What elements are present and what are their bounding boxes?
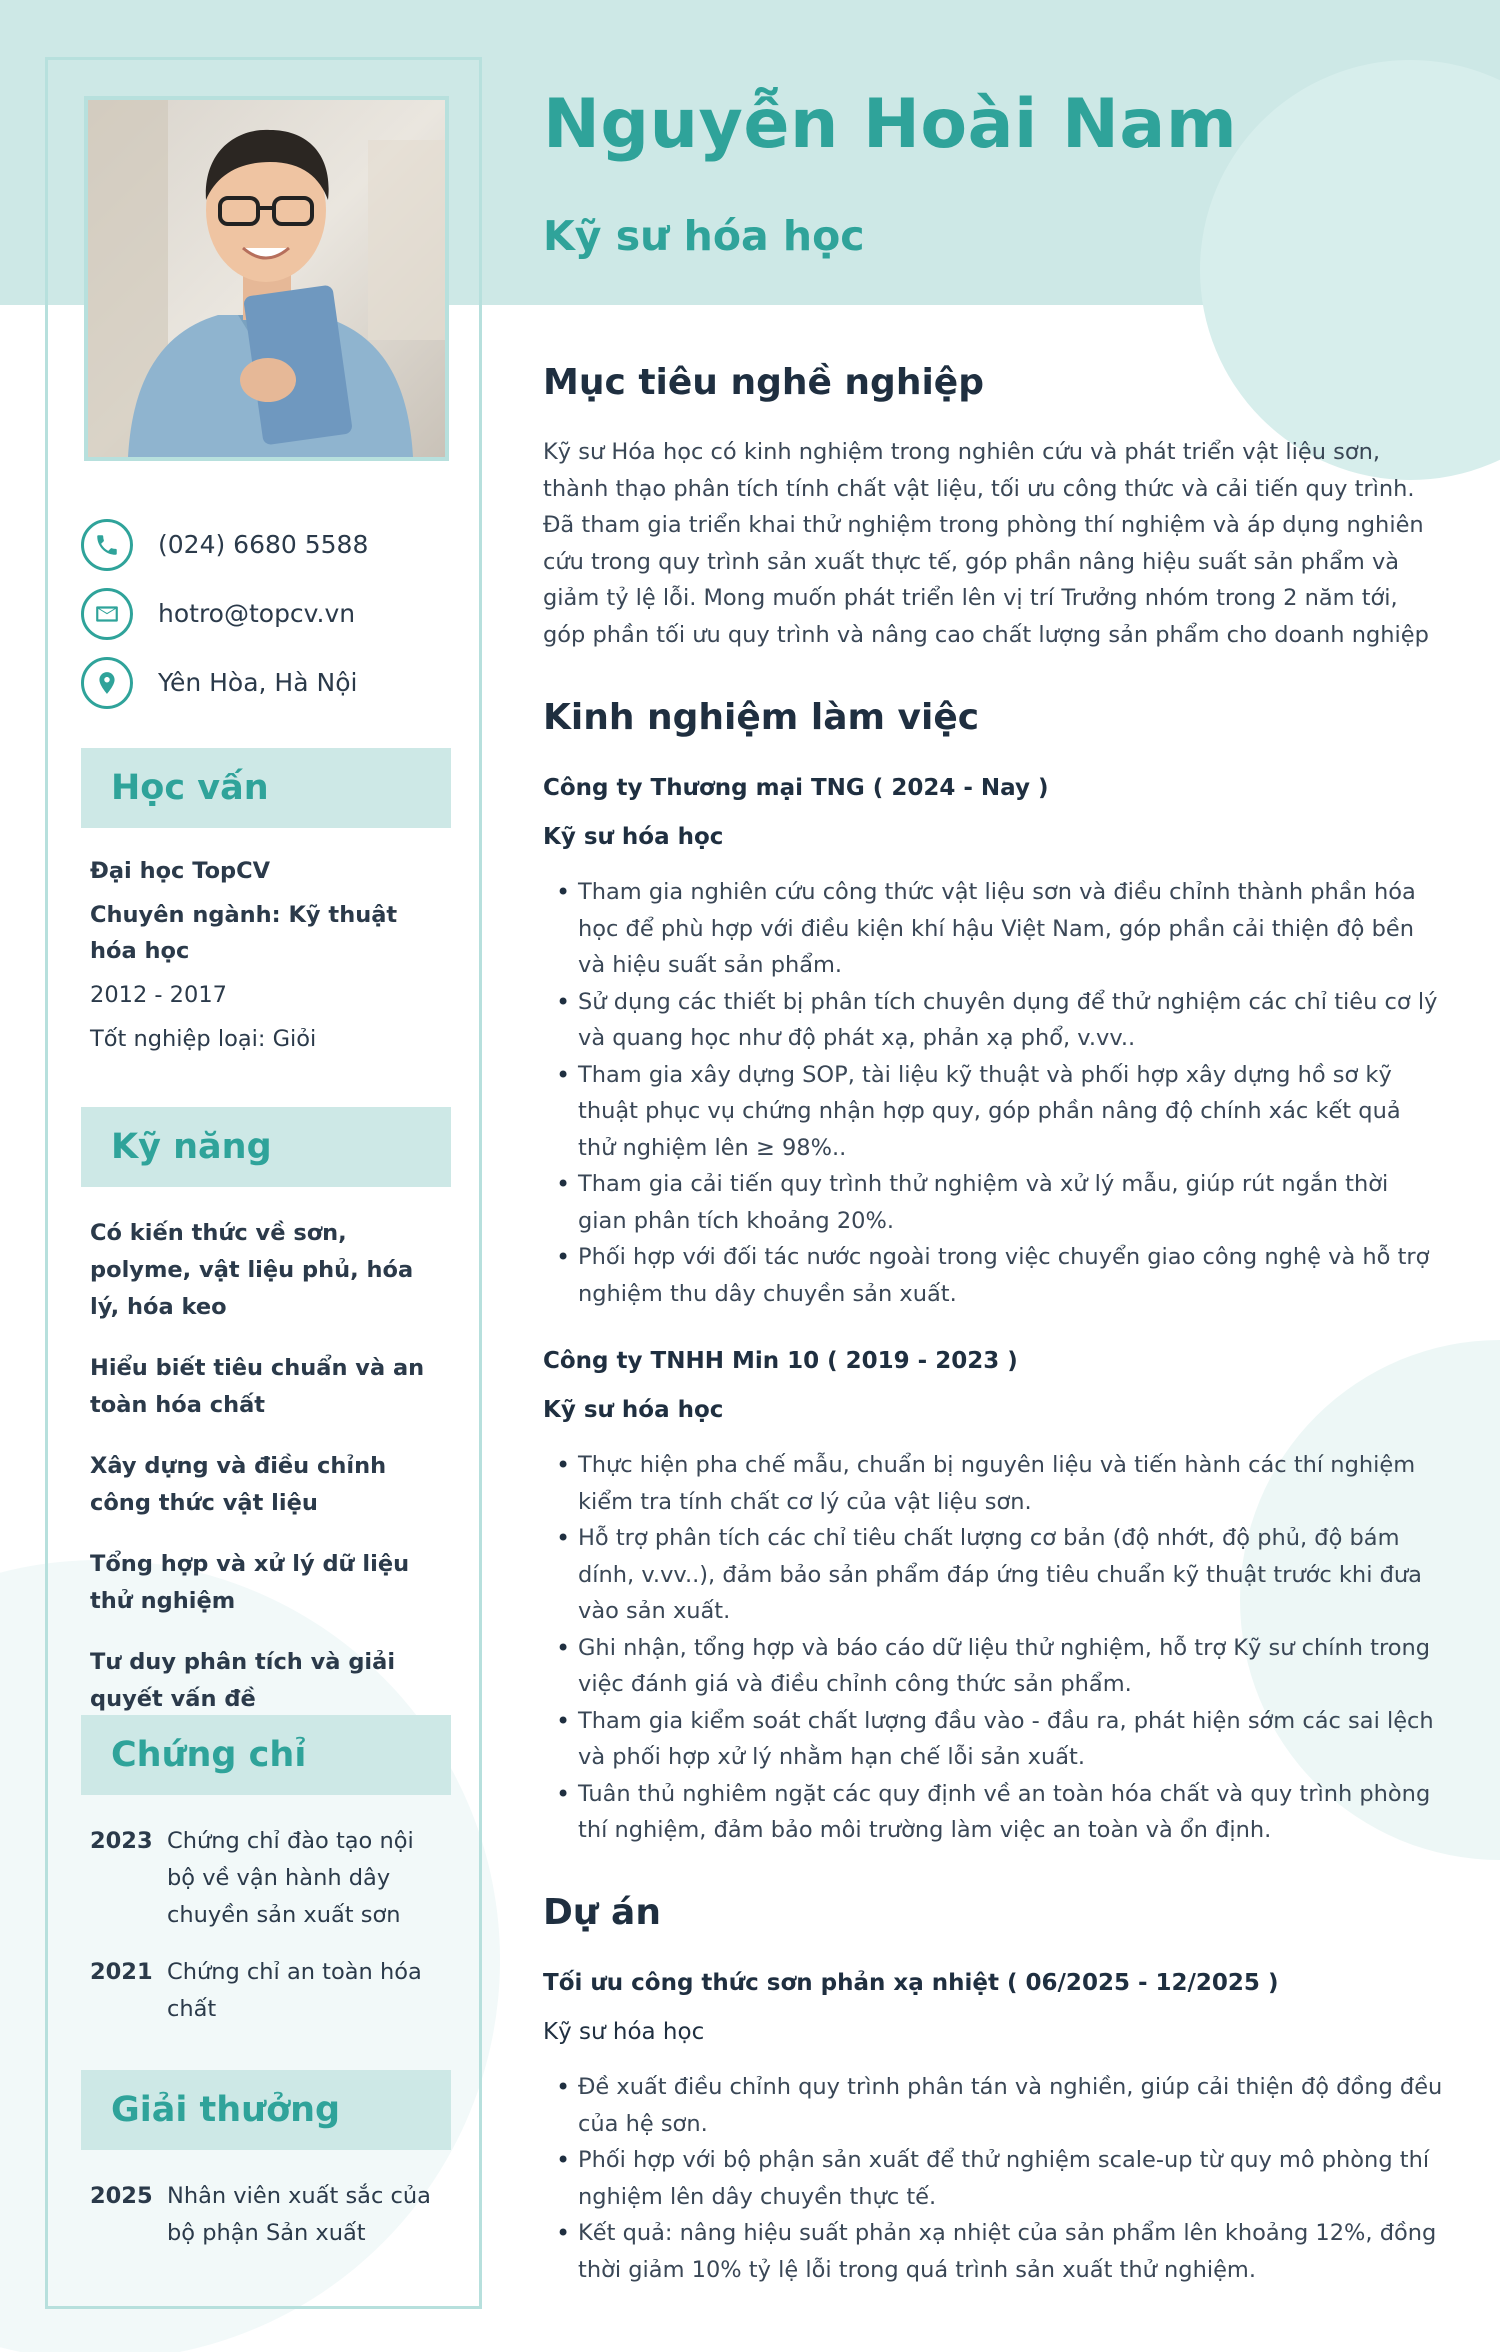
objective-text: Kỹ sư Hóa học có kinh nghiệm trong nghiên cứu và phát triển vật liệu sơn, thành thạo phân tích tính chất vật liệu, tối ưu công thức và cải tiến quy trình. Đã tham gia triển khai thử nghiệm trong phòng thí nghiệm và áp dụng nghiên cứu trong quy trình sản xuất thực tế, góp phần nâng hiệu suất sản phẩm và giảm tỷ lệ lỗi. Mong muốn phát triển lên vị trí Trưởng nhóm trong 2 năm tới, góp phần tối ưu quy trình và nâng cao chất lượng sản phẩm cho doanh nghiệp <box>543 439 1429 648</box>
certificate-item <box>90 1823 442 1934</box>
job-bullet: • Phối hợp với đối tác nước ngoài trong việc chuyển giao công nghệ và hỗ trợ nghiệm thu dây chuyền sản xuất. <box>543 1239 1443 1312</box>
project-name: Tối ưu công thức sơn phản xạ nhiệt ( 06/2025 - 12/2025 ) <box>543 1970 1279 1996</box>
experience-heading: Kinh nghiệm làm việc <box>543 697 980 738</box>
job-bullet: • Hỗ trợ phân tích các chỉ tiêu chất lượng cơ bản (độ nhớt, độ phủ, độ bám dính, v.vv..), đảm bảo sản phẩm đáp ứng tiêu chuẩn kỹ thuật trước khi đưa vào sản xuất. <box>543 1520 1443 1630</box>
project-bullet: • Phối hợp với bộ phận sản xuất để thử nghiệm scale-up từ quy mô phòng thí nghiệm lên dây chuyền thực tế. <box>543 2142 1443 2215</box>
job-bullet: • Thực hiện pha chế mẫu, chuẩn bị nguyên liệu và tiến hành các thí nghiệm kiểm tra tính chất cơ lý của vật liệu sơn. <box>543 1447 1443 1520</box>
job-bullet: • Tham gia xây dựng SOP, tài liệu kỹ thuật và phối hợp xây dựng hồ sơ kỹ thuật phục vụ chứng nhận hợp quy, góp phần nâng độ chính xác kết quả thử nghiệm lên ≥ 98%.. <box>543 1057 1443 1167</box>
job-bullet: • Tham gia kiểm soát chất lượng đầu vào - đầu ra, phát hiện sớm các sai lệch và phối hợp xử lý nhằm hạn chế lỗi sản xuất. <box>543 1703 1443 1776</box>
project-bullet: • Đề xuất điều chỉnh quy trình phân tán và nghiền, giúp cải thiện độ đồng đều của hệ sơn. <box>543 2069 1443 2142</box>
job-role: Kỹ sư hóa học <box>543 824 724 850</box>
job-bullet: • Tuân thủ nghiêm ngặt các quy định về an toàn hóa chất và quy trình phòng thí nghiệm, đảm bảo môi trường làm việc an toàn và ổn định. <box>543 1776 1443 1849</box>
awards-section <box>81 2070 451 2272</box>
contact-address <box>81 648 461 717</box>
education-grade: Tốt nghiệp loại: Giỏi <box>90 1026 317 1052</box>
candidate-role: Kỹ sư hóa học <box>543 212 865 260</box>
skill-item: Có kiến thức về sơn, polyme, vật liệu phủ, hóa lý, hóa keo <box>90 1220 414 1320</box>
job-role: Kỹ sư hóa học <box>543 1397 724 1423</box>
job-bullet: • Tham gia nghiên cứu công thức vật liệu sơn và điều chỉnh thành phần hóa học để phù hợp với điều kiện khí hậu Việt Nam, góp phần cải thiện độ bền và hiệu suất sản phẩm. <box>543 874 1443 984</box>
job-company: Công ty TNHH Min 10 ( 2019 - 2023 ) <box>543 1348 1018 1374</box>
project-bullets <box>543 2069 1443 2288</box>
job-company: Công ty Thương mại TNG ( 2024 - Nay ) <box>543 775 1049 801</box>
project-role: Kỹ sư hóa học <box>543 2019 705 2045</box>
skills-heading: Kỹ năng <box>81 1107 451 1187</box>
project-bullet: • Kết quả: nâng hiệu suất phản xạ nhiệt của sản phẩm lên khoảng 12%, đồng thời giảm 10% tỷ lệ lỗi trong quá trình sản xuất thử nghiệm. <box>543 2215 1443 2288</box>
awards-heading: Giải thưởng <box>81 2070 451 2150</box>
candidate-name: Nguyễn Hoài Nam <box>543 85 1238 164</box>
certificate-text: Chứng chỉ an toàn hóa chất <box>167 1959 422 2022</box>
profile-photo <box>84 96 449 461</box>
contact-phone-text: (024) 6680 5588 <box>158 530 369 559</box>
location-pin-icon <box>81 657 133 709</box>
award-text: Nhân viên xuất sắc của bộ phận Sản xuất <box>167 2183 431 2246</box>
skill-item: Xây dựng và điều chỉnh công thức vật liệu <box>90 1453 387 1516</box>
contact-phone <box>81 510 461 579</box>
certificates-section <box>81 1715 451 2048</box>
objective-heading: Mục tiêu nghề nghiệp <box>543 362 984 403</box>
job-bullet: • Sử dụng các thiết bị phân tích chuyên dụng để thử nghiệm các chỉ tiêu cơ lý và quang học như độ phát xạ, phản xạ phổ, v.vv.. <box>543 984 1443 1057</box>
projects-heading: Dự án <box>543 1892 661 1933</box>
education-major: Chuyên ngành: Kỹ thuật hóa học <box>90 902 398 964</box>
job-bullet: • Ghi nhận, tổng hợp và báo cáo dữ liệu thử nghiệm, hỗ trợ Kỹ sư chính trong việc đánh giá và điều chỉnh công thức sản phẩm. <box>543 1630 1443 1703</box>
contact-email-text: hotro@topcv.vn <box>158 599 356 628</box>
job-bullet: • Tham gia cải tiến quy trình thử nghiệm và xử lý mẫu, giúp rút ngắn thời gian phân tích khoảng 20%. <box>543 1166 1443 1239</box>
certificate-year: 2023 <box>90 1828 153 1854</box>
mail-icon <box>81 588 133 640</box>
education-years: 2012 - 2017 <box>90 982 227 1008</box>
sidebar <box>45 57 482 2309</box>
certificate-text: Chứng chỉ đào tạo nội bộ về vận hành dây chuyền sản xuất sơn <box>167 1828 414 1928</box>
job-bullets <box>543 874 1443 1312</box>
phone-icon <box>81 519 133 571</box>
certificate-year: 2021 <box>90 1959 153 1985</box>
education-heading: Học vấn <box>81 748 451 828</box>
skills-section <box>81 1107 451 1742</box>
skill-item: Hiểu biết tiêu chuẩn và an toàn hóa chất <box>90 1355 425 1418</box>
contact-list <box>81 510 461 717</box>
contact-address-text: Yên Hòa, Hà Nội <box>158 668 358 697</box>
award-item <box>90 2178 442 2252</box>
education-school: Đại học TopCV <box>90 858 271 884</box>
skill-item: Tổng hợp và xử lý dữ liệu thử nghiệm <box>90 1551 410 1614</box>
certificate-item <box>90 1954 442 2028</box>
skill-item: Tư duy phân tích và giải quyết vấn đề <box>90 1649 396 1712</box>
award-year: 2025 <box>90 2183 153 2209</box>
contact-email <box>81 579 461 648</box>
profile-photo-illustration <box>88 100 445 457</box>
certificates-heading: Chứng chỉ <box>81 1715 451 1795</box>
job-bullets <box>543 1447 1443 1849</box>
education-section <box>81 748 451 1065</box>
